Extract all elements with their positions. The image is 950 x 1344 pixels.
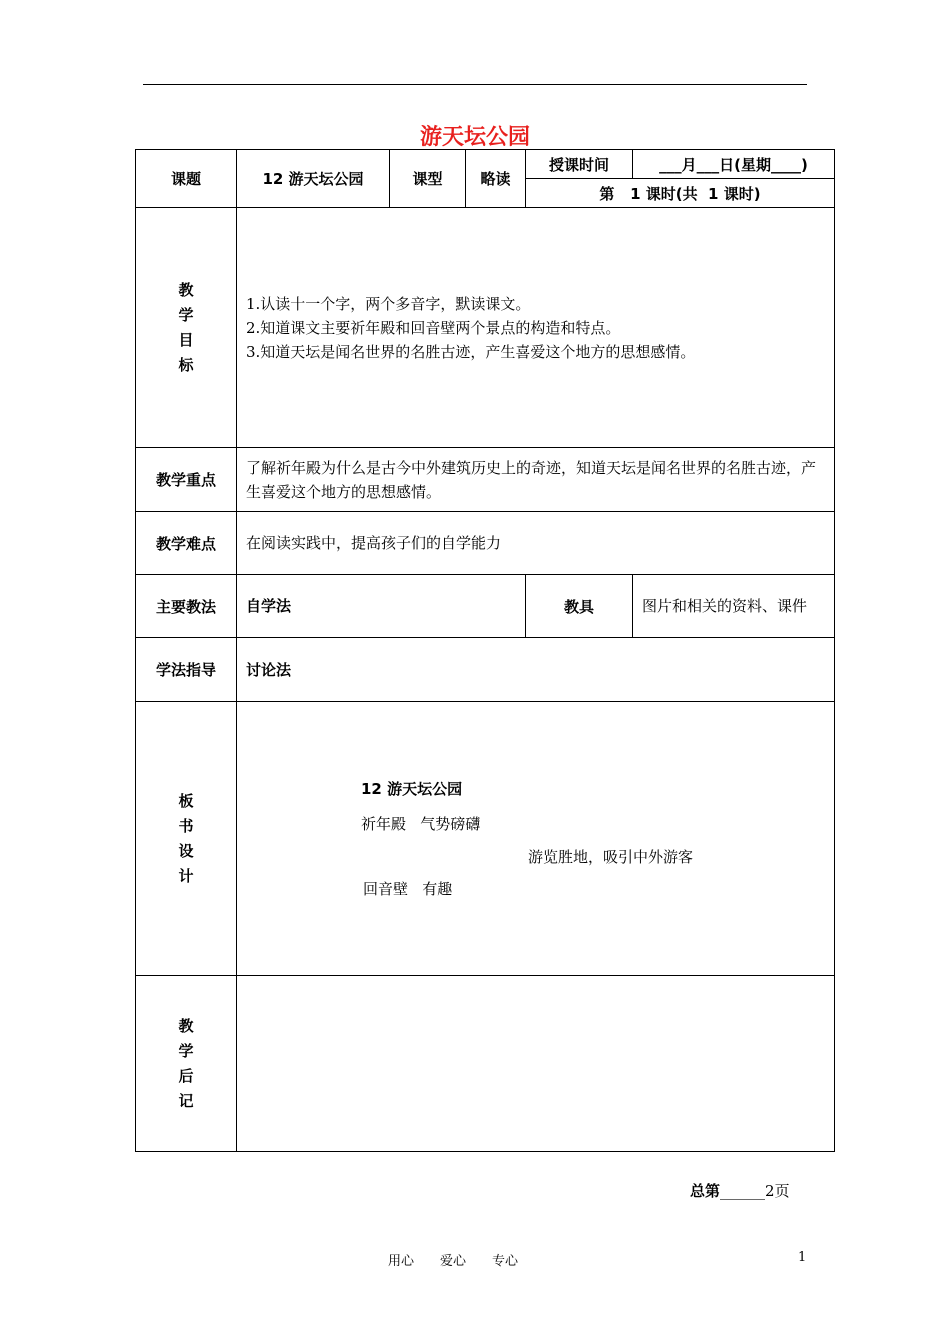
board-design bbox=[237, 702, 835, 976]
difficulty-text: 在阅读实践中，提高孩子们的自学能力 bbox=[237, 512, 835, 575]
objectives-list bbox=[237, 208, 835, 448]
key-points-text: 了解祈年殿为什么是古今中外建筑历史上的奇迹，知道天坛是闻名世界的名胜古迹，产生喜爱这个地方的思想感情。 bbox=[237, 448, 835, 512]
time-label: 授课时间 bbox=[526, 150, 633, 179]
objectives-label: 教 学 目 标 bbox=[136, 208, 237, 448]
objective-item: 3.知道天坛是闻名世界的名胜古迹，产生喜爱这个地方的思想感情。 bbox=[246, 342, 696, 361]
difficulty-label: 教学难点 bbox=[136, 512, 237, 575]
header-rule bbox=[143, 84, 807, 85]
method-value: 自学法 bbox=[237, 575, 526, 638]
tools-value: 图片和相关的资料、课件 bbox=[633, 575, 835, 638]
board-line-1: 祈年殿 气势磅礴 bbox=[361, 815, 481, 833]
tools-label: 教具 bbox=[526, 575, 633, 638]
reflection-area bbox=[237, 976, 835, 1152]
date-value: ___月___日(星期____) bbox=[633, 150, 835, 179]
board-line-3: 回音壁 有趣 bbox=[363, 880, 453, 898]
objective-item: 2.知道课文主要祈年殿和回音壁两个景点的构造和特点。 bbox=[246, 318, 621, 337]
board-label: 板 书 设 计 bbox=[136, 702, 237, 976]
period-value: 第 1 课时(共 1 课时) bbox=[526, 179, 835, 208]
page-number: 1 bbox=[798, 1250, 807, 1265]
reflection-label: 教 学 后 记 bbox=[136, 976, 237, 1152]
board-heading: 12 游天坛公园 bbox=[361, 780, 463, 798]
lesson-plan-table bbox=[135, 149, 835, 1152]
guidance-label: 学法指导 bbox=[136, 638, 237, 702]
page-title: 游天坛公园 bbox=[419, 125, 530, 150]
topic-value: 12 游天坛公园 bbox=[237, 150, 390, 208]
objective-item: 1.认读十一个字，两个多音字，默读课文。 bbox=[246, 294, 531, 313]
key-points-label: 教学重点 bbox=[136, 448, 237, 512]
footer-motto: 用心 爱心 专心 bbox=[388, 1254, 519, 1269]
board-line-2: 游览胜地，吸引中外游客 bbox=[528, 848, 694, 866]
type-label: 课型 bbox=[390, 150, 466, 208]
topic-label: 课题 bbox=[136, 150, 237, 208]
type-value: 略读 bbox=[466, 150, 526, 208]
guidance-value: 讨论法 bbox=[237, 638, 835, 702]
method-label: 主要教法 bbox=[136, 575, 237, 638]
total-page-count: 总第______2页 bbox=[690, 1182, 790, 1200]
